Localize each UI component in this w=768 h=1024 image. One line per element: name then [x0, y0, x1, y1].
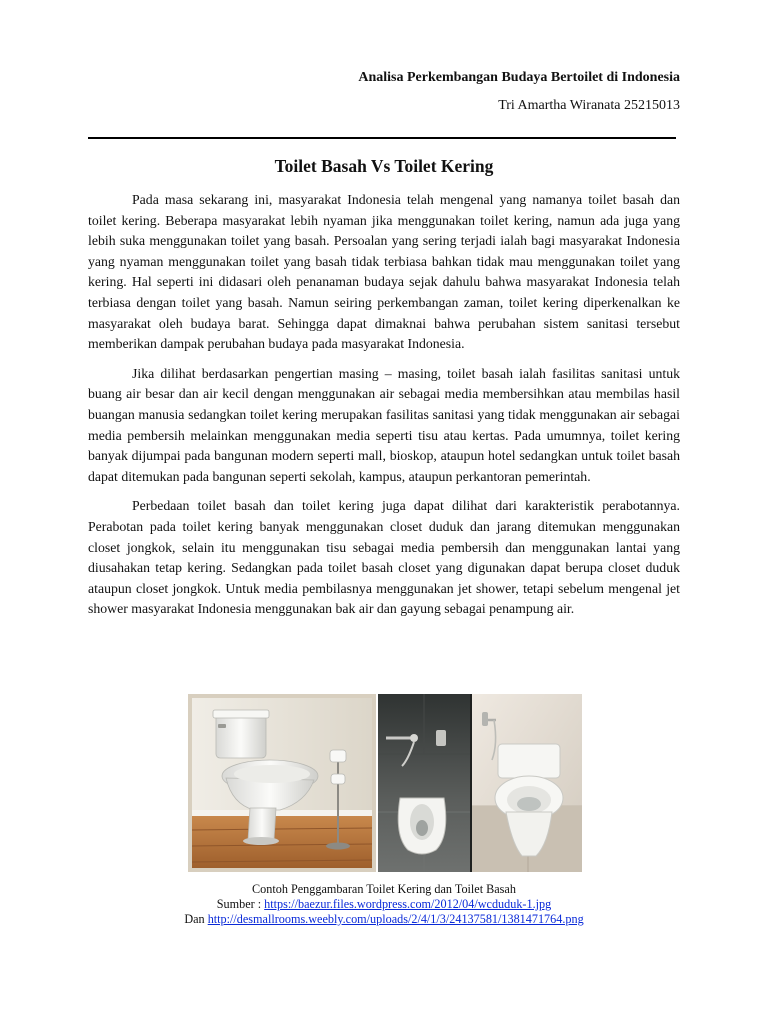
document-title: Toilet Basah Vs Toilet Kering	[274, 156, 494, 176]
figure-caption-block	[88, 882, 680, 927]
figure-source-line-2	[88, 912, 680, 927]
source-link-2[interactable]: http://desmallrooms.weebly.com/uploads/2/4/1/3/24137581/1381471764.png	[207, 912, 584, 926]
dry-toilet-photo	[188, 694, 376, 872]
header-author: Tri Amartha Wiranata 25215013	[498, 98, 680, 113]
wet-toilet-image	[378, 694, 582, 872]
figure-caption: Contoh Penggambaran Toilet Kering dan Toilet Basah	[252, 882, 516, 896]
paragraph-1: Pada masa sekarang ini, masyarakat Indonesia telah mengenal yang namanya toilet basah dan toilet kering. Beberapa masyarakat lebih nyaman jika menggunakan toilet kering, namun ada juga yang lebih suka menggunakan toilet yang basah. Persoalan yang sering terjadi ialah bagi masyarakat Indonesia yang nyaman menggunakan toilet yang basah tidak terbiasa bahkan tidak mau menggunakan toilet yang kering. Hal seperti ini didasari oleh penanaman budaya sejak dahulu bahwa masyarakat Indonesia telah terbiasa dengan toilet yang basah. Namun seiring perkembangan zaman, toilet kering diperkenalkan ke masyarakat oleh budaya barat. Sehingga dapat dimaknai bahwa perubahan sistem sanitasi tersebut memberikan dampak perubahan budaya pada masyarakat Indonesia.	[88, 192, 680, 352]
paragraph-3: Perbedaan toilet basah dan toilet kering juga dapat dilihat dari karakteristik perabotannya. Perabotan pada toilet kering banyak menggunakan closet duduk dan jarang ditemukan menggunakan closet jongkok, selain itu menggunakan tisu sebagai media pembersih dan menggunakan lantai yang diusahakan tetap kering. Sedangkan pada toilet basah closet yang digunakan dapat berupa closet duduk ataupun closet jongkok. Untuk media pembilasnya menggunakan jet shower, tetapi sebelum mengenal jet shower masyarakat Indonesia menggunakan bak air dan gayung sebagai penampung air.	[88, 498, 680, 617]
header-divider	[88, 137, 676, 139]
wet-toilet-photo	[378, 694, 582, 872]
source-prefix: Sumber :	[216, 897, 265, 911]
figure-source-line-1	[88, 897, 680, 912]
header-title: Analisa Perkembangan Budaya Bertoilet di Indonesia	[358, 70, 680, 85]
and-prefix: Dan	[184, 912, 208, 926]
source-link-1[interactable]: https://baezur.files.wordpress.com/2012/04/wcduduk-1.jpg	[264, 897, 552, 911]
dry-toilet-image	[188, 694, 376, 872]
toilet-figure	[188, 694, 582, 872]
body-text	[88, 190, 680, 629]
paragraph-2: Jika dilihat berdasarkan pengertian masing – masing, toilet basah ialah fasilitas sanitasi untuk buang air besar dan air kecil dengan menggunakan air sebagai media membersihkan atau membilas hasil buangan manusia sedangkan toilet kering merupakan fasilitas sanitasi yang tidak menggunakan air sebagai media pembersih melainkan menggunakan media seperti tisu atau kertas. Pada umumnya, toilet kering banyak dijumpai pada bangunan modern seperti mall, bioskop, ataupun hotel sedangkan untuk toilet basah dapat ditemukan pada bangunan seperti sekolah, kampus, ataupun perkantoran pemerintah.	[88, 365, 680, 484]
